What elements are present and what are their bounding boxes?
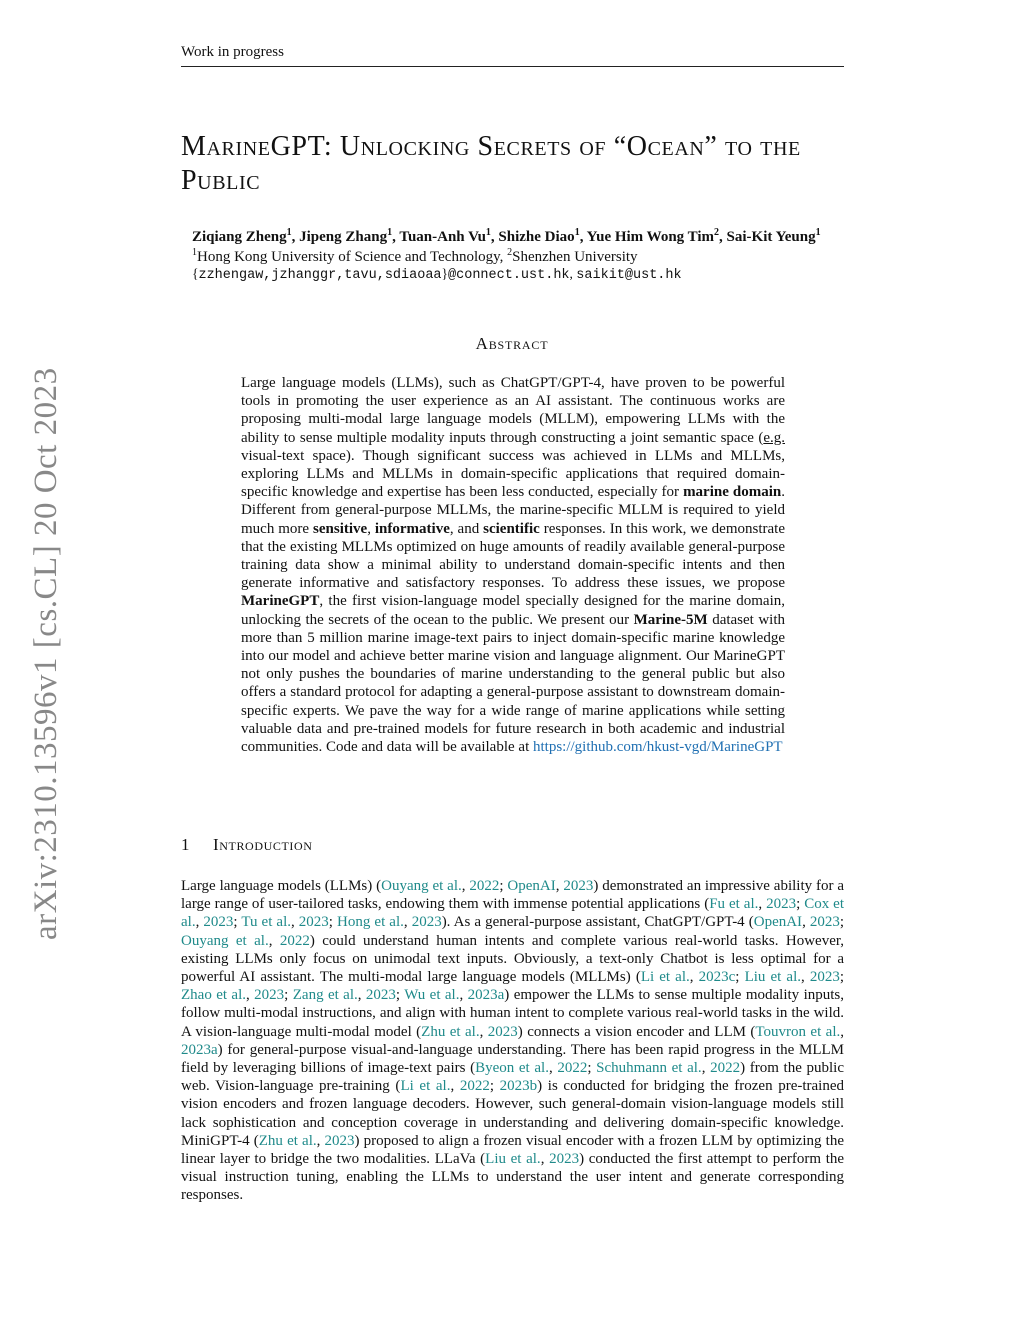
author-name: Shizhe Diao (498, 229, 575, 245)
email-second[interactable]: saikit@ust.hk (576, 268, 682, 283)
email-separator: , (569, 266, 577, 281)
citation-link[interactable]: Li et al. (640, 969, 690, 986)
intro-text: ; (395, 987, 405, 1004)
abstract-text: Large language models (LLMs), such as ChatGPT/GPT-4, have proven to be powerful tools in promoting the user experience as an AI assistant. The continuous works are proposing multi-modal large language models (MLLM), empowering LLMs with the ability to sense multiple modality inputs through constructing a joint semantic space ( (241, 375, 785, 446)
citation-link[interactable]: Tu et al. (241, 914, 291, 931)
introduction-paragraph (181, 877, 844, 1205)
intro-text: , (357, 987, 366, 1004)
author-name: Yue Him Wong Tim (586, 229, 715, 245)
intro-text: ; (839, 969, 845, 986)
intro-text: , (461, 878, 470, 894)
intro-text: , (801, 969, 810, 986)
intro-text: , (268, 932, 280, 949)
citation-link[interactable]: 2022 (279, 932, 310, 949)
affil-mark: 2 (507, 247, 513, 258)
intro-text: ; (796, 896, 805, 913)
citation-link[interactable]: 2023 (549, 1151, 580, 1168)
author-emails (192, 266, 682, 283)
author-affil-mark: 1 (815, 227, 821, 238)
author-affil-mark: 1 (387, 227, 393, 238)
abstract-bold: Marine-5M (633, 611, 708, 628)
intro-text: ; (587, 1060, 597, 1077)
intro-text: , (548, 1060, 558, 1077)
intro-text: , (450, 1078, 460, 1095)
citation-link[interactable]: 2022 (469, 878, 500, 894)
author-list: Ziqiang Zheng$^1$, Jipeng Zhang$^1$, Tuan-Anh Vu$^1$, Shizhe Diao$^1$, Yue Him Wong Tim$^2$, Sai-Kit Yeung$^1$ (192, 227, 821, 245)
citation-link[interactable]: Ouyang et al. (181, 932, 269, 949)
intro-text: , (479, 1023, 488, 1040)
citation-link[interactable]: Fu et al. (709, 896, 759, 913)
citation-link[interactable]: 2023 (365, 987, 396, 1004)
author-name: Sai-Kit Yeung (726, 229, 816, 245)
intro-text: , (403, 914, 412, 931)
citation-link[interactable]: 2023a (181, 1041, 218, 1058)
affil-mark: 1 (192, 247, 197, 258)
citation-link[interactable]: 2022 (710, 1060, 741, 1077)
github-link[interactable]: https://github.com/hkust-vgd/MarineGPT (533, 739, 783, 756)
intro-text: ) is conducted for bridging the frozen pre-trained vision encoders and frozen language decoders. However, such general-domain vision-language models still lack sophistication and conception coverage in understanding and delivering domain-specific knowledge. MiniGPT-4 ( (181, 1078, 845, 1149)
intro-text: ) proposed to align a frozen visual encoder with a frozen LLM by optimizing the linear layer to bridge the two modalities. LLaVa ( (181, 1132, 844, 1168)
intro-text: , (290, 914, 299, 931)
citation-link[interactable]: 2022 (557, 1060, 588, 1077)
abstract-bold: MarineGPT (241, 593, 320, 610)
running-head: Work in progress (181, 44, 284, 60)
intro-text: ; (499, 878, 508, 894)
intro-text: ; (489, 1078, 500, 1095)
citation-link[interactable]: Zhu et al. (421, 1023, 480, 1040)
intro-text: ) could understand human intents and complete various real-world tasks. However, existing LLMs only focus on unimodal text inputs. Obviously, a text-only Chatbot is less optimal for a powerful AI assistant. The multi-modal large language models (MLLMs) ( (181, 932, 845, 986)
section-heading (181, 835, 313, 855)
citation-link[interactable]: OpenAI (753, 914, 803, 931)
intro-text: ; (233, 914, 242, 931)
abstract-bold: scientific (483, 520, 540, 537)
abstract-text: , the first vision-language model specially designed for the marine domain, unlocking the secrets of the ocean to the public. We present our (241, 593, 785, 628)
email-brace: { (192, 266, 199, 281)
intro-text: , (802, 914, 810, 931)
citation-link[interactable]: 2023 (203, 914, 234, 931)
abstract-body (241, 374, 785, 756)
citation-link[interactable]: 2023 (411, 914, 442, 931)
author-name: Tuan-Anh Vu (399, 229, 486, 245)
affiliation-2: Shenzhen University (512, 249, 638, 265)
author-name: Jipeng Zhang (299, 229, 388, 245)
citation-link[interactable]: Liu et al. (485, 1151, 541, 1168)
intro-text: Large language models (LLMs) ( (181, 878, 382, 894)
citation-link[interactable]: 2023 (563, 878, 594, 894)
intro-text: ; (839, 914, 845, 931)
citation-link[interactable]: 2023 (254, 987, 285, 1004)
intro-text: , (555, 878, 564, 894)
intro-text: ; (284, 987, 293, 1004)
intro-text: ) for general-purpose visual-and-language understanding. There has been rapid progress in the MLLM field by leveraging billions of image-text pairs ( (181, 1041, 844, 1077)
author-affil-mark: 1 (286, 227, 292, 238)
citation-link[interactable]: Byeon et al. (475, 1060, 549, 1077)
abstract-eg: e.g. (763, 429, 785, 446)
intro-text: , (701, 1060, 711, 1077)
citation-link[interactable]: Hong et al. (337, 914, 404, 931)
citation-link[interactable]: 2023a (467, 987, 505, 1004)
intro-text: , (540, 1151, 550, 1168)
intro-text: , (459, 987, 468, 1004)
affiliations (192, 247, 638, 266)
intro-text: ; (328, 914, 338, 931)
citation-link[interactable]: Touvron et al. (755, 1023, 841, 1040)
intro-text: , (758, 896, 767, 913)
abstract-text: , (367, 520, 375, 537)
citation-link[interactable]: 2023 (766, 896, 797, 913)
intro-text: ) connects a vision encoder and LLM ( (517, 1023, 756, 1040)
intro-text: ; (735, 969, 745, 986)
citation-link[interactable]: 2023 (809, 969, 840, 986)
abstract-text: . Different from general-purpose MLLMs, the marine-specific MLLM is required to yield much more (241, 484, 785, 537)
intro-text: , (689, 969, 699, 986)
email-domain[interactable]: @connect.ust.hk (448, 268, 570, 283)
abstract-text: , and (449, 520, 484, 537)
intro-text: ) demonstrated an impressive ability for a large range of user-tailored tasks, endowing them with immense potential applications ( (181, 878, 844, 913)
intro-text: , (246, 987, 255, 1004)
paper-title: MarineGPT: Unlocking Secrets of “Ocean” to the Public (181, 131, 801, 196)
intro-text: , (316, 1132, 325, 1149)
citation-link[interactable]: 2023 (809, 914, 840, 931)
author-name: Ziqiang Zheng (192, 229, 287, 245)
author-affil-mark: 1 (574, 227, 580, 238)
intro-text: , (840, 1023, 844, 1040)
abstract-bold: marine domain (683, 484, 782, 501)
intro-text: ) empower the LLMs to sense multiple modality inputs, follow multi-modal instructions, and align with human intent to complete various real-world tasks in the wild. A vision-language multi-modal model ( (181, 987, 844, 1040)
citation-link[interactable]: 2023c (698, 969, 736, 986)
citation-link[interactable]: 2023 (298, 914, 329, 931)
abstract-text: responses. In this work, we demonstrate that the existing MLLMs optimized on huge amounts of readily available general-purpose training data show a minimal ability to understand domain-specific intents and then generate informative and satisfactory responses. To address these issues, we propose (241, 520, 785, 592)
email-brace: } (441, 266, 449, 281)
citation-link[interactable]: 2023 (324, 1132, 355, 1149)
intro-text: ) conducted the first attempt to perform the visual instruction tuning, enabling the LLMs to understand the user intent and generate corresponding responses. (181, 1151, 845, 1204)
citation-link[interactable]: 2022 (459, 1078, 490, 1095)
citation-link[interactable]: OpenAI (507, 878, 556, 894)
citation-link[interactable]: Zang et al. (292, 987, 358, 1004)
author-affil-mark: 2 (714, 227, 720, 238)
section-number: 1 (181, 835, 190, 854)
abstract-heading: Abstract (475, 334, 549, 353)
header-rule (181, 66, 844, 67)
citation-link[interactable]: Zhu et al. (258, 1132, 317, 1149)
abstract-bold: sensitive (313, 520, 368, 537)
citation-link[interactable]: Schuhmann et al. (596, 1060, 702, 1077)
abstract-text: visual-text space). Though significant success was achieved in LLMs and MLLMs, exploring LLMs and MLLMs in domain-specific applications that required domain-specific knowledge and expertise has been less conducted, especially for (241, 447, 785, 501)
author-affil-mark: 1 (485, 227, 491, 238)
citation-link[interactable]: Li et al. (400, 1078, 451, 1095)
affiliation-1: Hong Kong University of Science and Technology, (197, 249, 508, 265)
citation-link[interactable]: Cox et al. (181, 896, 844, 931)
intro-text: ) from the public web. Vision-language pre-training ( (181, 1060, 844, 1095)
citation-link[interactable]: 2023 (487, 1023, 518, 1040)
citation-link[interactable]: Zhao et al. (181, 987, 247, 1004)
arxiv-side-stamp: arXiv:2310.13596v1 [cs.CL] 20 Oct 2023 (28, 367, 64, 940)
section-title: Introduction (213, 835, 313, 854)
citation-link[interactable]: Liu et al. (744, 969, 802, 986)
abstract-text: dataset with more than 5 million marine image-text pairs to inject domain-specific marine knowledge into our model and achieve better marine vision and language alignment. Our MarineGPT not only pushes the boundaries of marine understanding to the general public but also offers a standard protocol for adapting a general-purpose assistant to downstream domain-specific experts. We pave the way for a wide range of marine applications while setting valuable data and pre-trained models for future research in both academic and industrial communities. Code and data will be available at (241, 611, 785, 756)
citation-link[interactable]: 2023b (499, 1078, 538, 1095)
abstract-bold: informative (374, 520, 450, 537)
citation-link[interactable]: Ouyang et al. (381, 878, 462, 894)
intro-text: , (195, 914, 204, 931)
citation-link[interactable]: Wu et al. (404, 987, 460, 1004)
intro-text: ). As a general-purpose assistant, ChatGPT/GPT-4 ( (441, 914, 754, 931)
email-users[interactable]: zzhengaw,jzhanggr,tavu,sdiaoaa (198, 268, 442, 283)
